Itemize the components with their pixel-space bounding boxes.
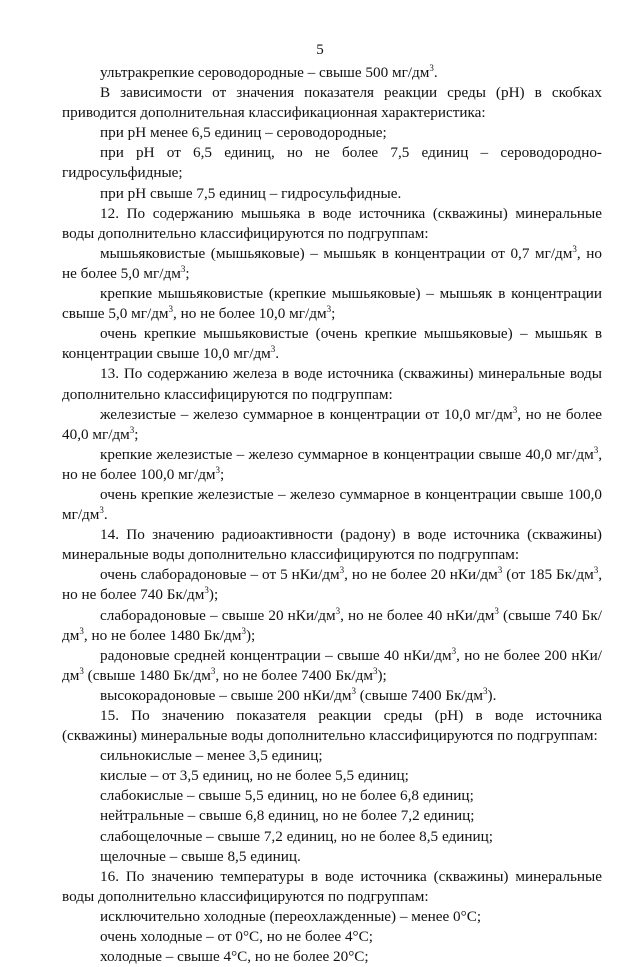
paragraph: слабокислые – свыше 5,5 единиц, но не более 6,8 единиц;: [100, 787, 474, 805]
paragraph: щелочные – свыше 8,5 единиц.: [100, 847, 301, 865]
paragraph: 16. По значению температуры в воде источника (скважины) минеральные воды дополнительно классифицируются по подгруппам:: [62, 867, 602, 905]
paragraph: радоновые средней концентрации – свыше 40 нКи/$дм^3$, но не более 200 нКи/$дм^3$ (свыше 1480 $Бк/дм^3$, но не более 7400 $Бк/дм^3$);: [62, 645, 602, 684]
paragraph: крепкие железистые – железо суммарное в концентрации свыше 40,0 $мг/дм^3$, но не более 100,0 $мг/дм^3$;: [62, 444, 602, 483]
paragraph: при pH менее 6,5 единиц – сероводородные;: [100, 124, 387, 142]
paragraph: высокорадоновые – свыше 200 нКи/$дм^3$ (свыше 7400 $Бк/дм^3$).: [100, 685, 497, 704]
paragraph: при pH свыше 7,5 единиц – гидросульфидные.: [100, 184, 402, 202]
paragraph: ультракрепкие сероводородные – свыше 500 $мг/дм^3$.: [100, 63, 438, 81]
paragraph: нейтральные – свыше 6,8 единиц, но не более 7,2 единиц;: [100, 807, 475, 825]
paragraph: крепкие мышьяковистые (крепкие мышьяковые) – мышьяк в концентрации свыше 5,0 $мг/дм^3$, но не более 10,0 $мг/дм^3$;: [62, 285, 602, 323]
paragraph: очень слаборадоновые – от 5 нКи/$дм^3$, но не более 20 нКи/$дм^3$ (от 185 $Бк/дм^3$, но не более 740 $Бк/дм^3$);: [62, 565, 602, 604]
paragraph: сильнокислые – менее 3,5 единиц;: [100, 747, 323, 765]
paragraph: 14. По значению радиоактивности (радону) в воде источника (скважины) минеральные воды дополнительно классифицируются по подгруппам:: [62, 526, 602, 564]
paragraph: кислые – от 3,5 единиц, но не более 5,5 единиц;: [100, 767, 409, 785]
paragraph: исключительно холодные (переохлажденные) – менее 0°C;: [100, 907, 482, 925]
paragraph: 12. По содержанию мышьяка в воде источника (скважины) минеральные воды дополнительно классифицируются по подгруппам:: [62, 204, 602, 242]
paragraph: слабощелочные – свыше 7,2 единиц, но не более 8,5 единиц;: [100, 827, 493, 845]
paragraph: 13. По содержанию железа в воде источника (скважины) минеральные воды дополнительно классифицируются по подгруппам:: [62, 365, 602, 403]
paragraph: при pH от 6,5 единиц, но не более 7,5 единиц – сероводородно-гидросульфидные;: [62, 144, 602, 182]
document-body: [62, 63, 602, 967]
page-number: 5: [316, 42, 324, 58]
paragraph: очень крепкие железистые – железо суммарное в концентрации свыше 100,0 $мг/дм^3$.: [62, 485, 602, 524]
paragraph: мышьяковистые (мышьяковые) – мышьяк в концентрации от 0,7 $мг/дм^3$, но не более 5,0 $мг/дм^3$;: [62, 243, 602, 282]
paragraph: слаборадоновые – свыше 20 нКи/$дм^3$, но не более 40 нКи/$дм^3$ (свыше 740 $Бк/дм^3$, но не более 1480 $Бк/дм^3$);: [62, 605, 602, 644]
paragraph: очень холодные – от 0°C, но не более 4°C;: [100, 928, 373, 946]
paragraph: 15. По значению показателя реакции среды (pH) в воде источника (скважины) минеральные воды дополнительно классифицируются по подгруппам:: [62, 707, 602, 745]
paragraph: В зависимости от значения показателя реакции среды (pH) в скобках приводится дополнительная классификационная характеристика:: [62, 84, 602, 122]
paragraph: холодные – свыше 4°C, но не более 20°C;: [100, 948, 369, 966]
paragraph: железистые – железо суммарное в концентрации от 10,0 $мг/дм^3$, но не более 40,0 $мг/дм^3$;: [62, 404, 602, 443]
paragraph: очень крепкие мышьяковистые (очень крепкие мышьяковые) – мышьяк в концентрации свыше 10,0 $мг/дм^3$.: [62, 325, 602, 363]
